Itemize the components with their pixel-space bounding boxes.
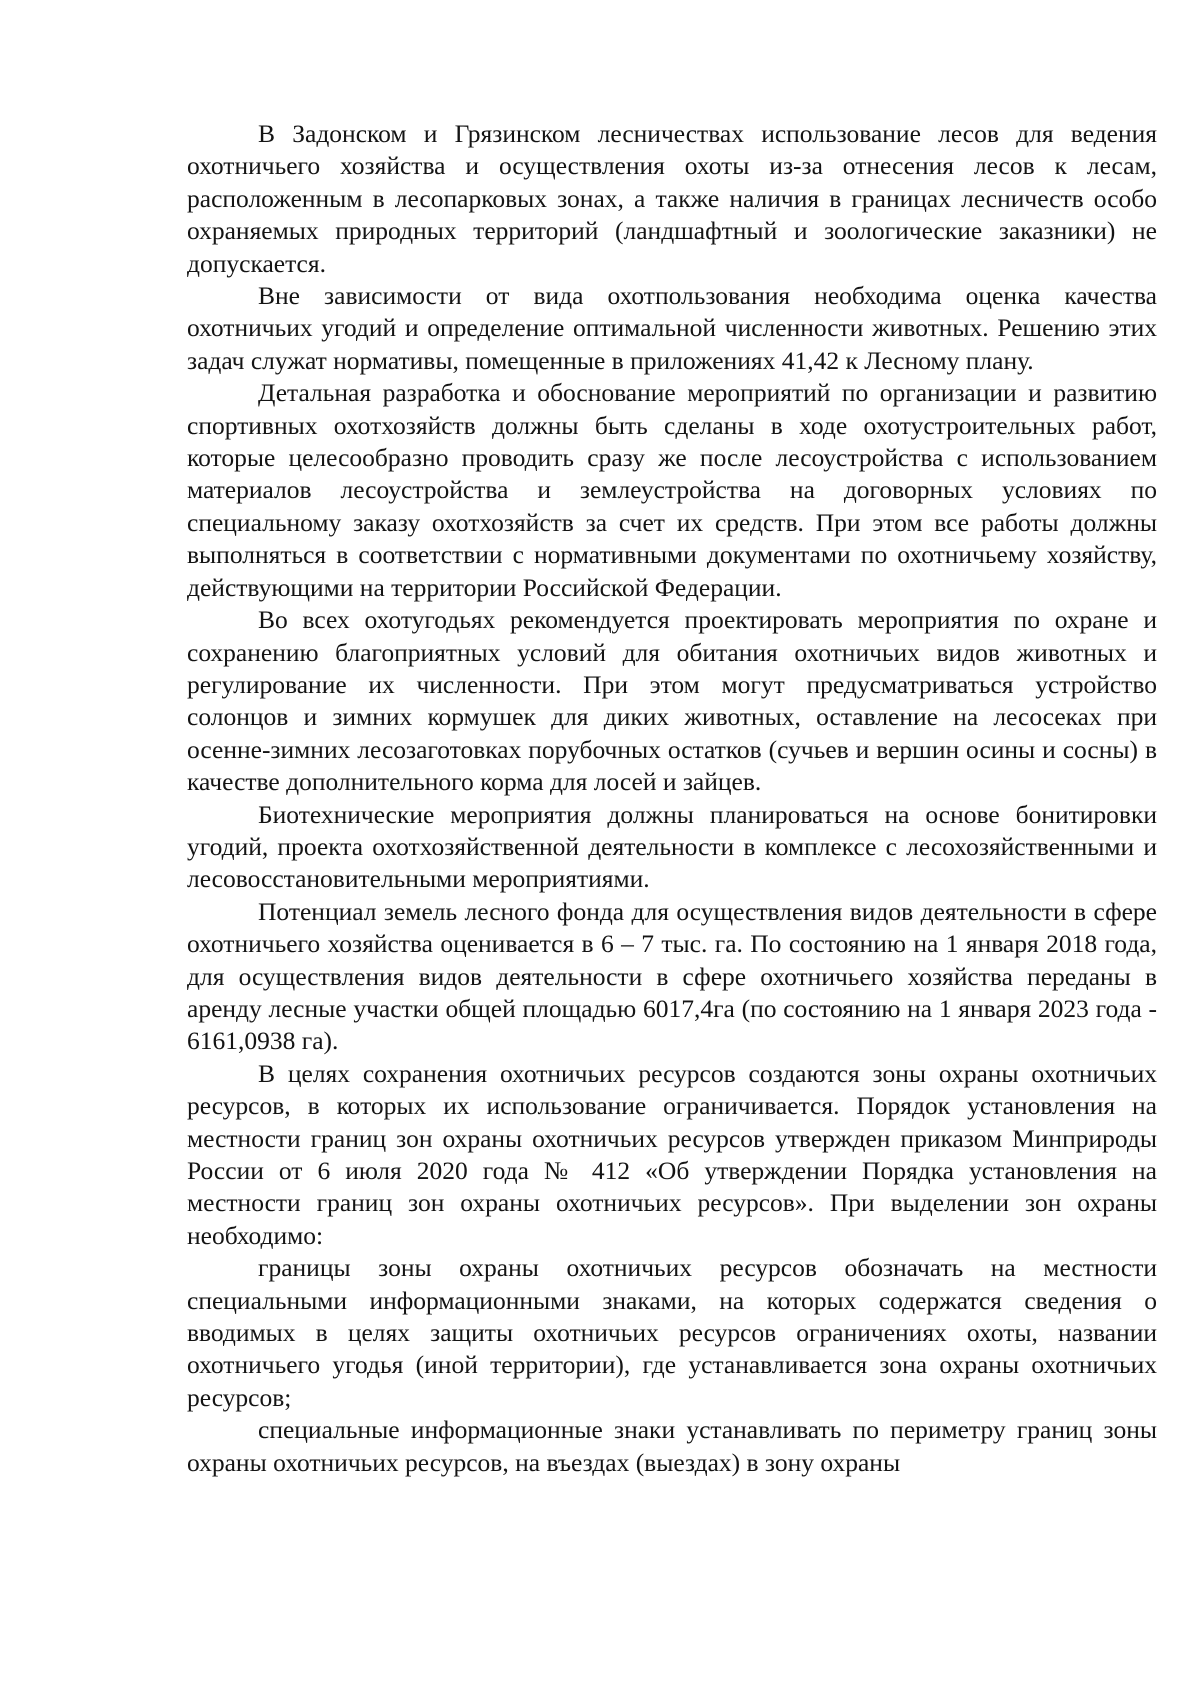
paragraph-forest-fund-potential: Потенциал земель лесного фонда для осуществления видов деятельности в сфере охотничьего хозяйства оценивается в 6 – 7 тыс. га. По состоянию на 1 января 2018 года, для осуществления видов деятельности в сфере охотничьего хозяйства переданы в аренду лесные участки общей площадью 6017,4га (по состоянию на 1 января 2023 года - 6161,0938 га). xyxy=(187,896,1157,1056)
paragraph-hunting-farm-development: Детальная разработка и обоснование мероприятий по организации и развитию спортивных охотхозяйств должны быть сделаны в ходе охотустроительных работ, которые целесообразно проводить сразу же после лесоустройства с использованием материалов лесоустройства и землеустройства на договорных условиях по специальному заказу охотхозяйств за счет их средств. При этом все работы должны выполняться в соответствии с нормативными документами по охотничьему хозяйству, действующими на территории Российской Федерации. xyxy=(187,378,1157,602)
paragraph-protection-zones: В целях сохранения охотничьих ресурсов создаются зоны охраны охотничьих ресурсов, в которых их использование ограничивается. Порядок установления на местности границ зон охраны охотничьих ресурсов утвержден приказом Минприроды России от 6 июля 2020 года № 412 «Об утверждении Порядка установления на местности границ зон охраны охотничьих ресурсов». При выделении зон охраны необходимо: xyxy=(187,1058,1157,1250)
paragraph-biotechnical-measures: Биотехнические мероприятия должны планироваться на основе бонитировки угодий, проекта охотхозяйственной деятельности в комплексе с лесохозяйственными и лесовосстановительными мероприятиями. xyxy=(187,799,1157,894)
paragraph-zone-boundaries: границы зоны охраны охотничьих ресурсов обозначать на местности специальными информационными знаками, на которых содержатся сведения о вводимых в целях защиты охотничьих ресурсов ограничениях охоты, названии охотничьего угодья (иной территории), где устанавливается зона охраны охотничьих ресурсов; xyxy=(187,1253,1157,1412)
paragraph-zadonsk-gryazi: В Задонском и Грязинском лесничествах использование лесов для ведения охотничьего хозяйства и осуществления охоты из-за отнесения лесов к лесам, расположенным в лесопарковых зонах, а также наличия в границах лесничеств особо охраняемых природных территорий (ландшафтный и зоологические заказники) не допускается. xyxy=(187,119,1157,278)
paragraph-hunting-grounds-assessment: Вне зависимости от вида охотпользования необходима оценка качества охотничьих угодий и определение оптимальной численности животных. Решению этих задач служат нормативы, помещенные в приложениях 41,42 к Лесному плану. xyxy=(187,281,1157,375)
paragraph-protection-measures: Во всех охотугодьях рекомендуется проектировать мероприятия по охране и сохранению благоприятных условий для обитания охотничьих видов животных и регулирование их численности. При этом могут предусматриваться устройство солонцов и зимних кормушек для диких животных, оставление на лесосеках при осенне-зимних лесозаготовках порубочных остатков (сучьев и вершин осины и сосны) в качестве дополнительного корма для лосей и зайцев. xyxy=(187,605,1157,797)
paragraph-information-signs: специальные информационные знаки устанавливать по периметру границ зоны охраны охотничьих ресурсов, на въездах (выездах) в зону охраны xyxy=(187,1415,1157,1477)
document-body xyxy=(187,118,1157,1479)
